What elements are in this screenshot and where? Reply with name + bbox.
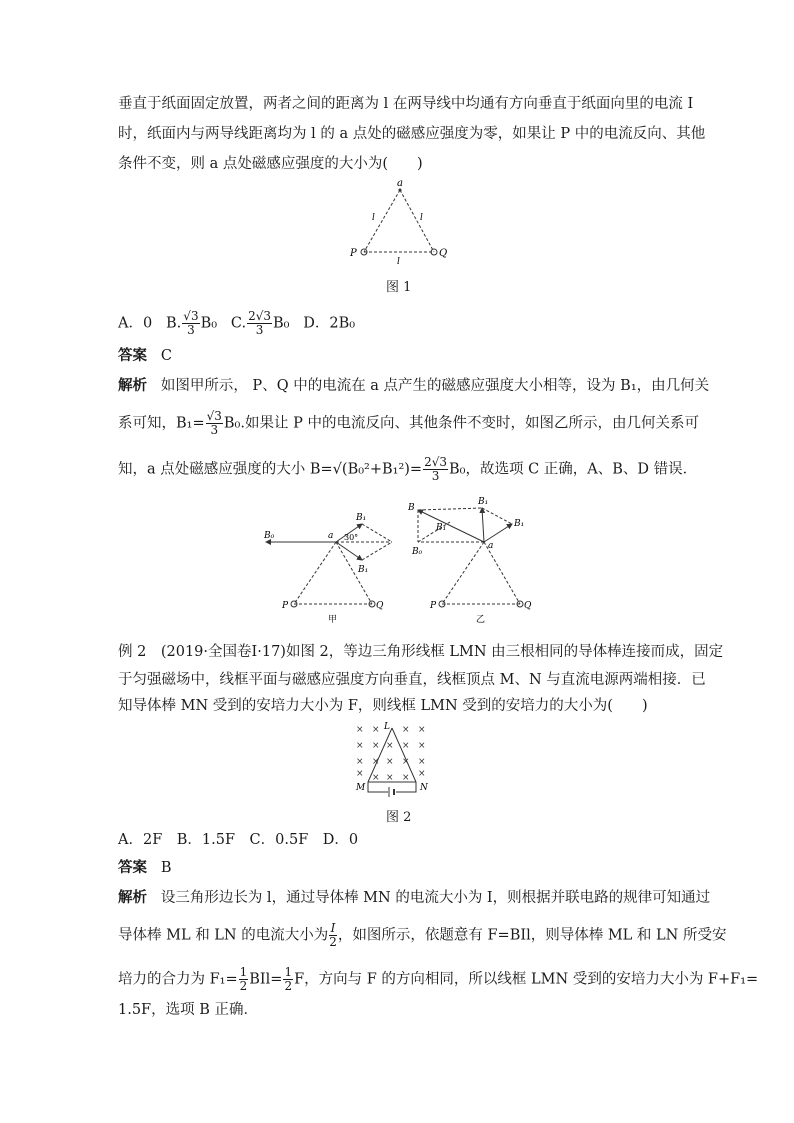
- figure-yi: [406, 494, 546, 624]
- jia-label-q: Q: [376, 601, 384, 611]
- problem1-line-2: 时，纸面内与两导线距离均为 l 的 a 点处的磁感应强度为零，如果让 P 中的电流反向、其他: [118, 126, 706, 142]
- svg-text:×: ×: [402, 773, 410, 783]
- option-b-den: 3: [187, 323, 195, 337]
- problem2-line-1: 例 2 (2019·全国卷Ⅰ·17)如图 2，等边三角形线框 LMN 由三根相同的导体棒连接而成，固定: [118, 644, 724, 660]
- fig1-label-q: Q: [439, 248, 448, 259]
- svg-text:×: ×: [372, 725, 380, 735]
- yi-label-b1-top: B₁: [478, 497, 489, 507]
- jia-b1-bot-arrow: [336, 542, 362, 560]
- analysis-3-den: 3: [431, 469, 440, 483]
- analysis2-3-mid: BIl=: [249, 971, 283, 988]
- jia-label-b1-bot: B₁: [358, 565, 369, 575]
- analysis2-3-den1: 2: [239, 979, 248, 993]
- problem1-options: [118, 310, 678, 337]
- problem1-analysis-3: [118, 455, 698, 483]
- yi-b1-top-arrow: [482, 508, 484, 542]
- option-d: D．2B₀: [303, 315, 356, 332]
- figure-2-frame: [354, 720, 440, 804]
- svg-text:×: ×: [386, 757, 394, 767]
- analysis-3-num: 2√3: [424, 455, 448, 469]
- jia-dash-top: [362, 524, 392, 542]
- svg-text:×: ×: [402, 725, 410, 735]
- figure-1-triangle: [340, 176, 460, 272]
- figure-1-caption: 图 1: [386, 280, 412, 295]
- option-a: A．0: [118, 315, 153, 332]
- jia-label-b0: B₀: [264, 531, 275, 541]
- answer-label-2: 答案: [118, 859, 147, 876]
- yi-label-p: P: [430, 601, 437, 611]
- analysis-2-pre: 系可知，B₁=: [118, 415, 205, 432]
- analysis2-3-num1: 1: [239, 965, 248, 979]
- problem1-analysis-1: [118, 376, 710, 396]
- analysis-2-num: √3: [206, 409, 222, 423]
- analysis2-2-pre: 导体棒 ML 和 LN 的电流大小为: [118, 927, 329, 944]
- analysis2-2-den: 2: [329, 935, 337, 949]
- jia-caption: 甲: [328, 615, 338, 624]
- problem1-line-1: 垂直于纸面固定放置，两者之间的距离为 l 在两导线中均通有方向垂直于纸面向里的电流 I: [118, 96, 694, 112]
- svg-text:×: ×: [418, 769, 426, 779]
- svg-text:×: ×: [372, 757, 380, 767]
- svg-text:×: ×: [418, 741, 426, 751]
- problem1-line-3: 条件不变，则 a 点处磁感应强度的大小为( ): [118, 156, 423, 172]
- yi-dash-top: [418, 508, 482, 510]
- analysis-label: 解析: [118, 377, 147, 394]
- jia-label-angle: 30°: [344, 533, 359, 542]
- yi-b-arrow: [418, 510, 484, 542]
- fig1-label-p: P: [350, 248, 357, 259]
- fig1-edge-right: [400, 190, 434, 252]
- analysis-3-post: B₀，故选项 C 正确，A、B、D 错误．: [449, 461, 698, 478]
- analysis-2-fraction: [206, 410, 223, 437]
- jia-label-b1-top: B₁: [356, 513, 367, 523]
- analysis2-2-post: ，如图所示，依题意有 F=BIl，则导体棒 ML 和 LN 所受安: [337, 927, 727, 944]
- svg-text:×: ×: [402, 757, 410, 767]
- yi-dash-right: [482, 508, 512, 524]
- problem1-answer: [118, 346, 678, 366]
- svg-text:×: ×: [386, 741, 394, 751]
- fig1-label-l-bottom: l: [397, 257, 400, 267]
- fig1-label-a: a: [397, 178, 403, 189]
- analysis2-3-pre: 培力的合力为 F₁=: [118, 971, 238, 988]
- problem2-analysis-2: [118, 921, 727, 949]
- svg-text:×: ×: [386, 773, 394, 783]
- yi-label-b0: B₀: [412, 547, 423, 557]
- svg-text:×: ×: [372, 773, 380, 783]
- problem2-line-2: 于匀强磁场中，线框平面与磁感应强度方向垂直，线框顶点 M、N 与直流电源两端相接．已: [118, 672, 706, 688]
- analysis-3-pre: 知，a 点处磁感应强度的大小 B=√(B₀²+B₁²)=: [118, 461, 423, 478]
- fig1-label-l-right: l: [420, 213, 423, 223]
- answer-value: C: [160, 348, 172, 364]
- fig2-wire-left: [368, 782, 388, 792]
- analysis-3-fraction: [423, 456, 448, 483]
- analysis-2-post: B₀.如果让 P 中的电流反向、其他条件不变时，如图乙所示，由几何关系可: [223, 415, 699, 432]
- option-c-fraction: [247, 310, 272, 337]
- svg-text:×: ×: [418, 725, 426, 735]
- analysis-2-den: 3: [210, 423, 219, 437]
- yi-edge-left: [442, 542, 484, 604]
- figure-2-caption: 图 2: [386, 810, 412, 825]
- option-b-num: √3: [183, 309, 199, 323]
- yi-edge-right: [484, 542, 520, 604]
- analysis-label-2: 解析: [118, 889, 147, 906]
- analysis2-3-fraction-1: [239, 966, 249, 993]
- fig2-label-l: L: [384, 722, 390, 732]
- answer-value-2: B: [160, 860, 172, 876]
- problem2-line-3: 知导体棒 MN 受到的安培力大小为 F，则线框 LMN 受到的安培力的大小为( ): [118, 698, 648, 714]
- option-c-den: 3: [255, 323, 264, 337]
- problem2-analysis-1: [118, 888, 711, 908]
- jia-edge-left: [294, 542, 336, 604]
- analysis2-3-num2: 1: [284, 965, 293, 979]
- svg-text:×: ×: [356, 725, 364, 735]
- fig2-field-crosses: [356, 725, 426, 783]
- figure-jia: [258, 500, 398, 624]
- fig2-wire-right: [396, 782, 416, 792]
- analysis2-2-num: I: [330, 921, 336, 935]
- svg-text:×: ×: [356, 757, 364, 767]
- problem1-analysis-2: [118, 409, 699, 437]
- yi-label-b1-left: B₁: [436, 523, 447, 533]
- problem2-options: A．2F B．1.5F C．0.5F D．0: [118, 832, 359, 848]
- jia-label-a: a: [328, 531, 334, 541]
- yi-label-a: a: [488, 541, 494, 551]
- fig1-label-l-left: l: [372, 213, 375, 223]
- answer-label: 答案: [118, 347, 147, 364]
- option-c-prefix: C.: [230, 315, 247, 332]
- analysis2-3-fraction-2: [283, 966, 293, 993]
- svg-text:×: ×: [356, 741, 364, 751]
- jia-dash-bot: [362, 542, 392, 560]
- svg-text:×: ×: [402, 741, 410, 751]
- problem2-analysis-3: [118, 965, 759, 993]
- yi-label-b: B: [408, 503, 415, 513]
- problem2-analysis-4: 1.5F，选项 B 正确．: [118, 1002, 258, 1018]
- analysis2-text-1: 设三角形边长为 l，通过导体棒 MN 的电流大小为 I，则根据并联电路的规律可知通过: [160, 890, 711, 906]
- fig2-label-n: N: [420, 783, 428, 793]
- svg-text:×: ×: [356, 769, 364, 779]
- fig2-label-m: M: [356, 783, 366, 793]
- problem2-answer: [118, 858, 678, 878]
- svg-text:×: ×: [418, 757, 426, 767]
- fig1-edge-left: [364, 190, 400, 252]
- yi-label-q: Q: [524, 601, 532, 611]
- svg-text:×: ×: [372, 741, 380, 751]
- jia-label-p: P: [282, 601, 289, 611]
- option-c-num: 2√3: [248, 309, 271, 323]
- analysis-text-1: 如图甲所示， P、Q 中的电流在 a 点产生的磁感应强度大小相等，设为 B₁，由几何关: [160, 378, 710, 394]
- option-c-suffix: B₀: [272, 315, 290, 332]
- yi-b1-right-arrow: [484, 524, 512, 542]
- yi-caption: 乙: [476, 615, 486, 624]
- yi-label-b1-right: B₁: [514, 519, 525, 529]
- analysis2-3-den2: 2: [284, 979, 293, 993]
- option-b-suffix: B₀: [200, 315, 218, 332]
- analysis2-2-fraction: [329, 922, 337, 949]
- option-b-fraction: [182, 310, 199, 337]
- option-b-prefix: B.: [166, 315, 182, 332]
- analysis2-3-post: F，方向与 F 的方向相同，所以线框 LMN 受到的安培力大小为 F+F₁=: [294, 971, 759, 988]
